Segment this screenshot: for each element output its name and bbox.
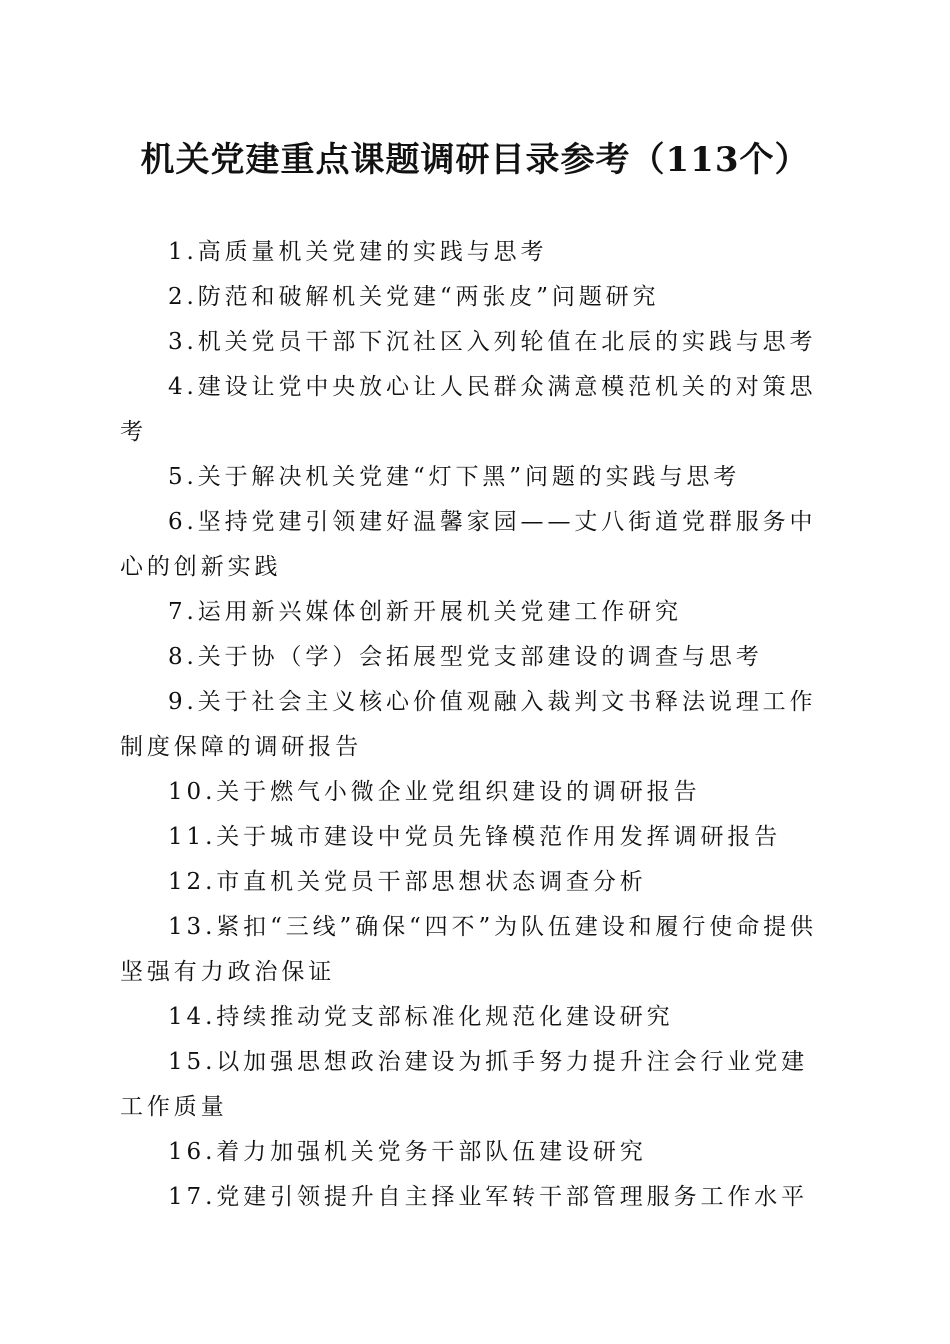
topic-item: 4.建设让党中央放心让人民群众满意模范机关的对策思考 [120,374,817,445]
document-title: 机关党建重点课题调研目录参考（113个） [140,140,810,180]
topic-item: 11.关于城市建设中党员先锋模范作用发挥调研报告 [168,824,782,850]
topic-item: 15.以加强思想政治建设为抓手努力提升注会行业党建工作质量 [120,1049,809,1120]
topic-item: 1.高质量机关党建的实践与思考 [168,239,548,265]
topic-item: 12.市直机关党员干部思想状态调查分析 [168,869,647,895]
topic-item: 16.着力加强机关党务干部队伍建设研究 [168,1139,647,1165]
topic-item: 7.运用新兴媒体创新开展机关党建工作研究 [168,599,682,625]
topic-item: 6.坚持党建引领建好温馨家园——丈八街道党群服务中心的创新实践 [120,509,817,580]
topic-item: 5.关于解决机关党建“灯下黑”问题的实践与思考 [168,464,741,490]
topic-item: 3.机关党员干部下沉社区入列轮值在北辰的实践与思考 [168,329,817,355]
topic-item: 10.关于燃气小微企业党组织建设的调研报告 [168,779,701,805]
topic-item: 9.关于社会主义核心价值观融入裁判文书释法说理工作制度保障的调研报告 [120,689,817,760]
topic-item: 2.防范和破解机关党建“两张皮”问题研究 [168,284,660,310]
topic-item: 14.持续推动党支部标准化规范化建设研究 [168,1004,674,1030]
topic-list [120,230,826,1220]
topic-item: 13.紧扣“三线”确保“四不”为队伍建设和履行使命提供坚强有力政治保证 [120,914,817,985]
topic-item: 17.党建引领提升自主择业军转干部管理服务工作水平 [168,1184,809,1210]
topic-item: 8.关于协（学）会拓展型党支部建设的调查与思考 [168,644,763,670]
